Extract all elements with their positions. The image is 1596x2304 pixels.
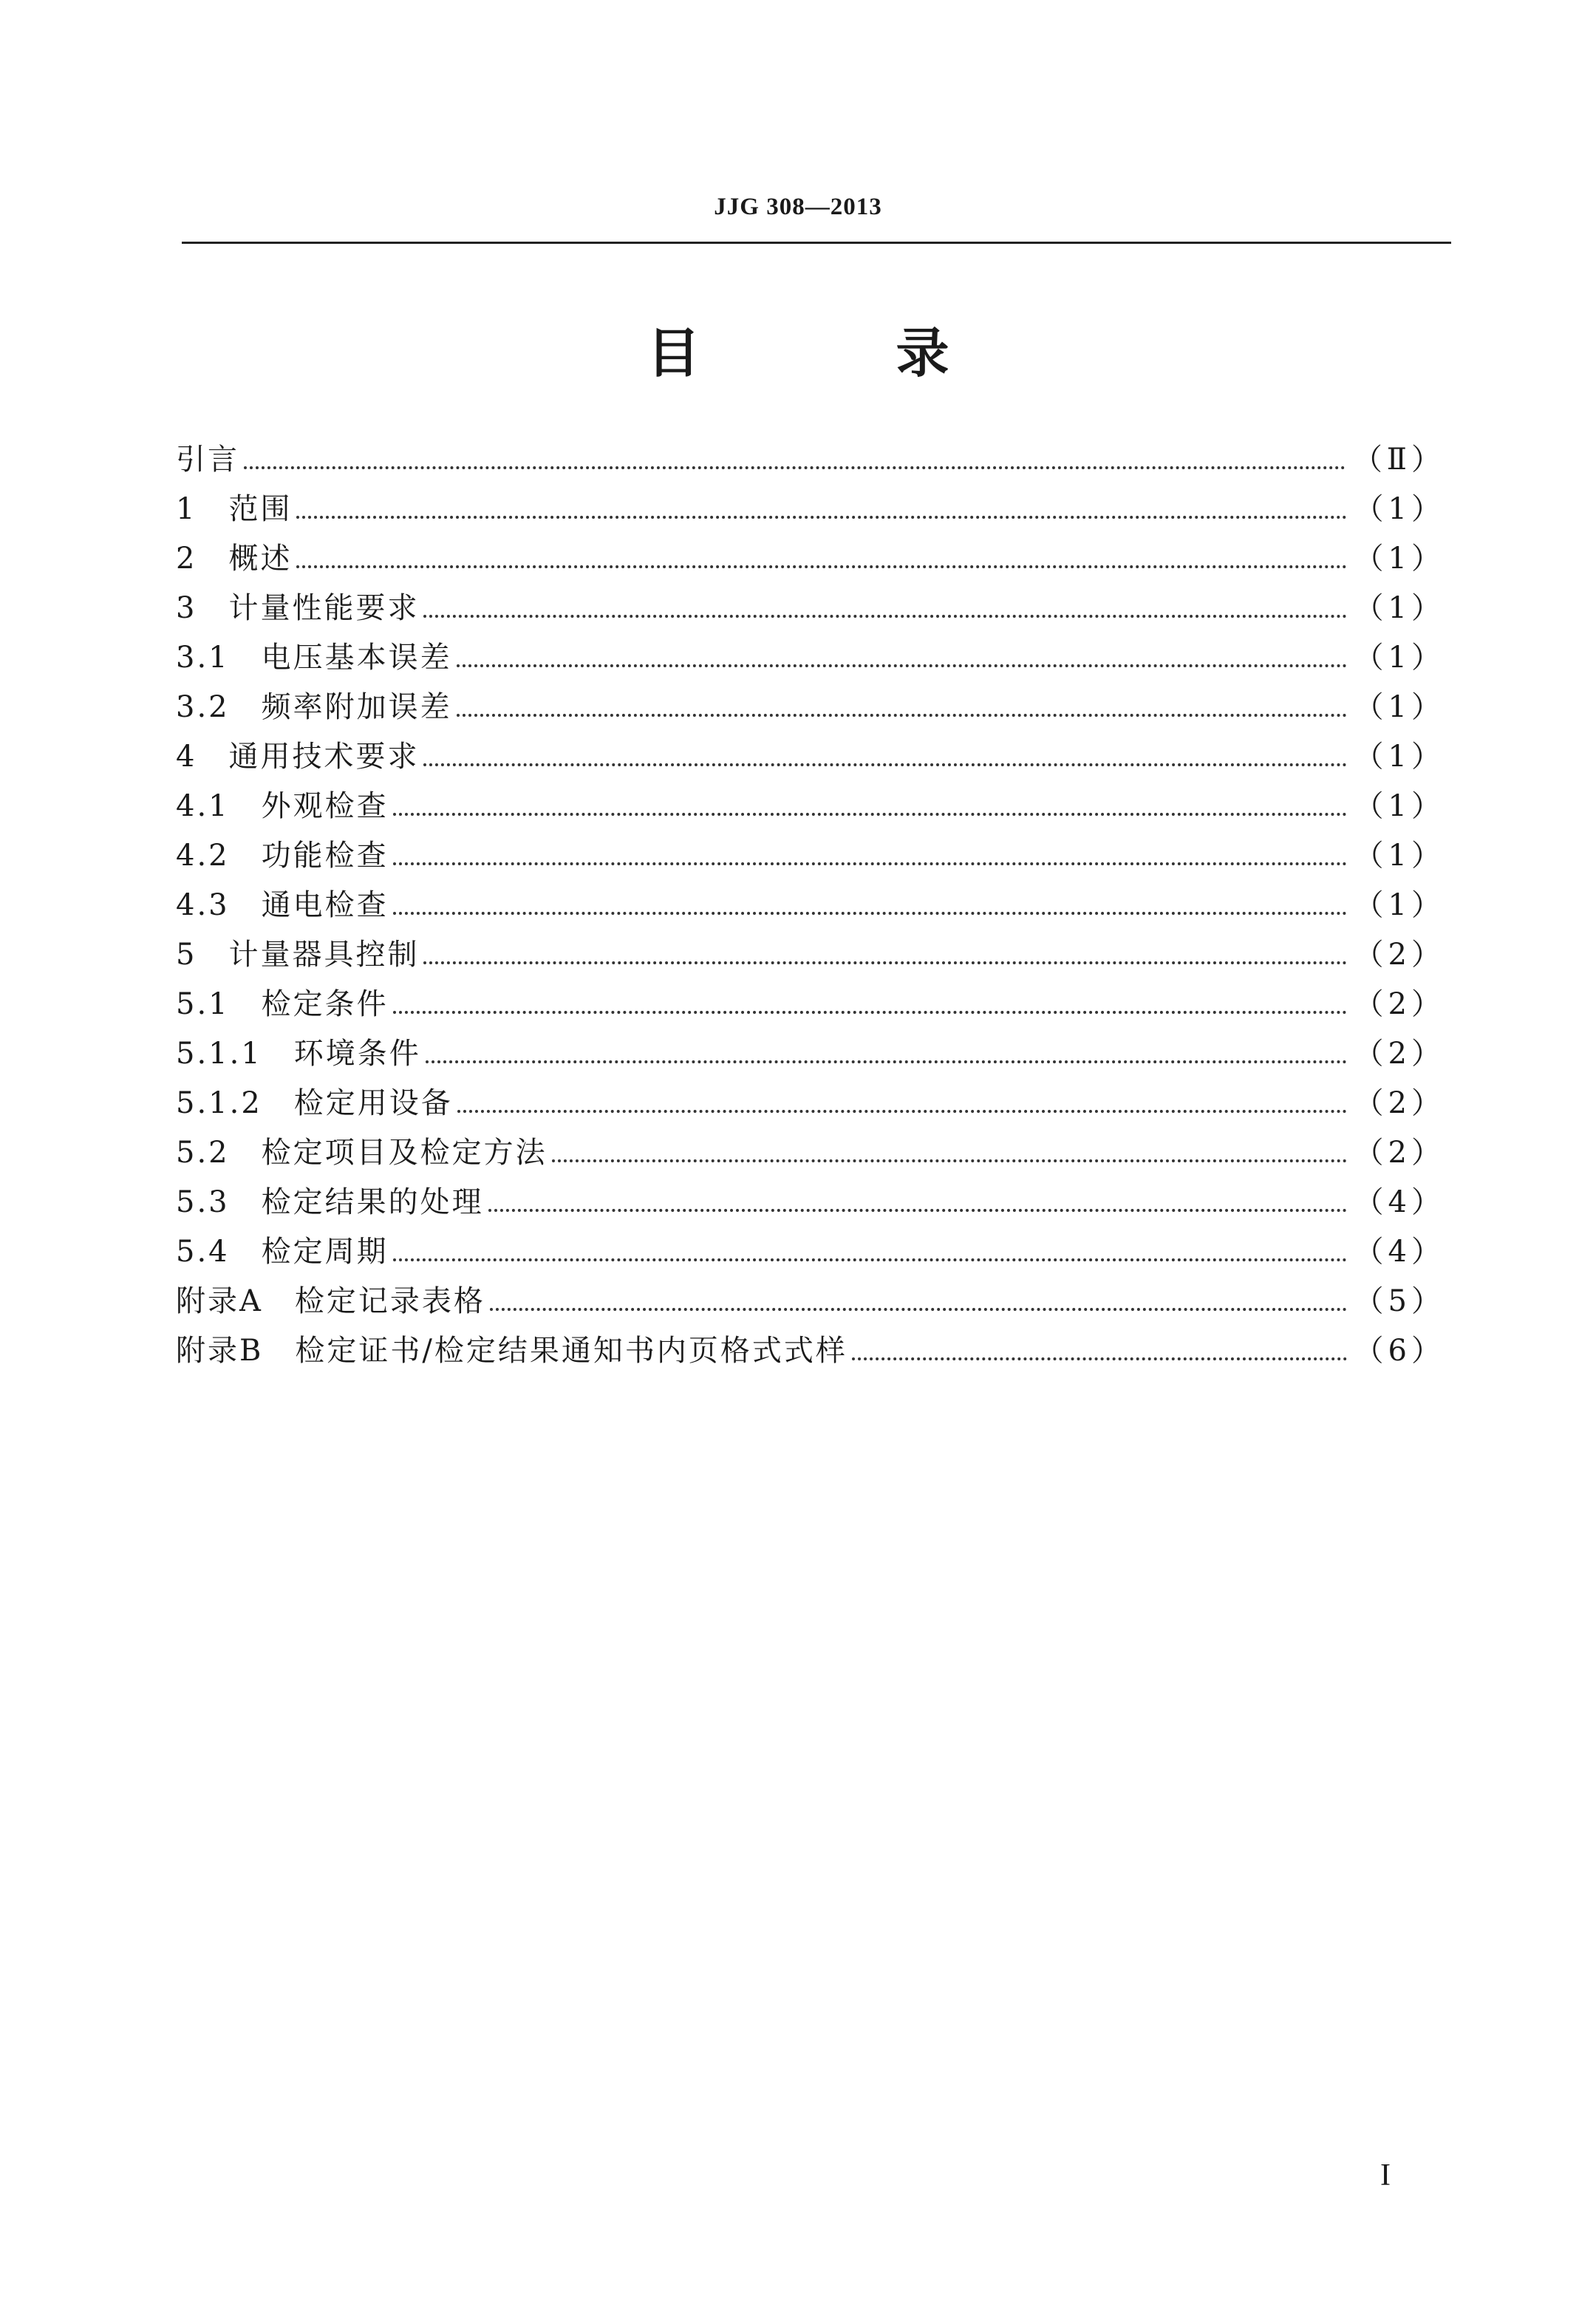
toc-entry-page: （1）	[1354, 690, 1445, 724]
toc-leader	[426, 1060, 1347, 1063]
toc-entry[interactable]	[176, 783, 1445, 832]
toc-leader	[457, 664, 1347, 667]
toc-leader	[852, 1357, 1347, 1360]
toc-title: 目 录	[647, 322, 1038, 384]
toc-leader	[393, 911, 1347, 915]
toc-entry[interactable]	[176, 931, 1445, 981]
toc-entry-label: 5.2 检定项目及检定方法	[176, 1136, 548, 1170]
toc-leader	[296, 515, 1346, 519]
toc-entry-label: 5 计量器具控制	[176, 938, 420, 972]
toc-leader	[490, 1307, 1347, 1311]
toc-leader	[423, 763, 1346, 766]
toc-entry[interactable]	[176, 1327, 1445, 1377]
toc-entry[interactable]	[176, 584, 1445, 634]
toc-entry[interactable]	[176, 1030, 1445, 1080]
toc-entry[interactable]	[176, 832, 1445, 882]
toc-entry[interactable]	[176, 1278, 1445, 1327]
toc-entry-label: 3.1 电压基本误差	[176, 641, 452, 675]
toc-entry-page: （4）	[1354, 1235, 1445, 1269]
toc-entry-label: 2 概述	[176, 542, 293, 576]
toc-entry-label: 引言	[176, 443, 239, 477]
toc-entry-label: 附录A 检定记录表格	[176, 1284, 485, 1318]
toc-leader	[393, 1258, 1347, 1261]
toc-entry[interactable]	[176, 436, 1445, 485]
toc-leader	[552, 1159, 1347, 1162]
toc-leader	[393, 812, 1347, 816]
toc-entry[interactable]	[176, 684, 1445, 733]
toc-entry-label: 5.3 检定结果的处理	[176, 1185, 484, 1219]
toc-entry-page: （2）	[1354, 1037, 1445, 1071]
toc-entry-label: 3 计量性能要求	[176, 591, 420, 625]
toc-entry-label: 附录B 检定证书/检定结果通知书内页格式式样	[176, 1334, 848, 1368]
toc-entry-label: 4.1 外观检查	[176, 789, 389, 823]
toc-entry[interactable]	[176, 535, 1445, 584]
table-of-contents	[176, 436, 1445, 1377]
header-rule	[182, 242, 1451, 244]
toc-entry-page: （6）	[1354, 1334, 1445, 1368]
toc-entry-page: （1）	[1354, 839, 1445, 873]
toc-entry-label: 1 范围	[176, 492, 293, 526]
toc-entry-label: 4.3 通电检查	[176, 888, 389, 922]
toc-entry-page: （1）	[1354, 492, 1445, 526]
toc-entry-page: （1）	[1354, 789, 1445, 823]
toc-entry-page: （2）	[1354, 1136, 1445, 1170]
toc-entry[interactable]	[176, 1179, 1445, 1228]
toc-leader	[423, 961, 1346, 964]
toc-entry[interactable]	[176, 733, 1445, 783]
toc-entry-page: （1）	[1354, 542, 1445, 576]
toc-entry[interactable]	[176, 485, 1445, 535]
toc-entry-label: 5.4 检定周期	[176, 1235, 389, 1269]
toc-entry-label: 4.2 功能检查	[176, 839, 389, 873]
toc-entry-page: （1）	[1354, 641, 1445, 675]
toc-entry-page: （1）	[1354, 888, 1445, 922]
toc-entry[interactable]	[176, 882, 1445, 931]
toc-leader	[488, 1208, 1347, 1212]
toc-leader	[457, 1109, 1347, 1113]
toc-entry-page: （1）	[1354, 591, 1445, 625]
toc-entry[interactable]	[176, 981, 1445, 1030]
toc-entry[interactable]	[176, 634, 1445, 684]
toc-entry-label: 3.2 频率附加误差	[176, 690, 452, 724]
toc-entry-page: （2）	[1354, 987, 1445, 1021]
toc-leader	[393, 1010, 1347, 1014]
toc-leader	[244, 466, 1346, 469]
toc-entry[interactable]	[176, 1129, 1445, 1179]
toc-entry-label: 5.1.1 环境条件	[176, 1037, 421, 1071]
toc-entry-page: （2）	[1354, 1086, 1445, 1120]
toc-leader	[393, 862, 1347, 865]
toc-entry-label: 4 通用技术要求	[176, 740, 420, 774]
toc-entry-page: （2）	[1354, 938, 1445, 972]
toc-entry-page: （5）	[1354, 1284, 1445, 1318]
toc-entry[interactable]	[176, 1080, 1445, 1129]
toc-leader	[457, 713, 1347, 717]
toc-leader	[296, 565, 1346, 568]
toc-entry[interactable]	[176, 1228, 1445, 1278]
document-code: JJG 308—2013	[714, 194, 882, 220]
toc-entry-page: （Ⅱ）	[1352, 443, 1445, 477]
toc-entry-page: （4）	[1354, 1185, 1445, 1219]
page-number: I	[1380, 2158, 1391, 2192]
toc-entry-page: （1）	[1354, 740, 1445, 774]
toc-leader	[423, 614, 1346, 618]
toc-entry-label: 5.1 检定条件	[176, 987, 389, 1021]
toc-entry-label: 5.1.2 检定用设备	[176, 1086, 453, 1120]
